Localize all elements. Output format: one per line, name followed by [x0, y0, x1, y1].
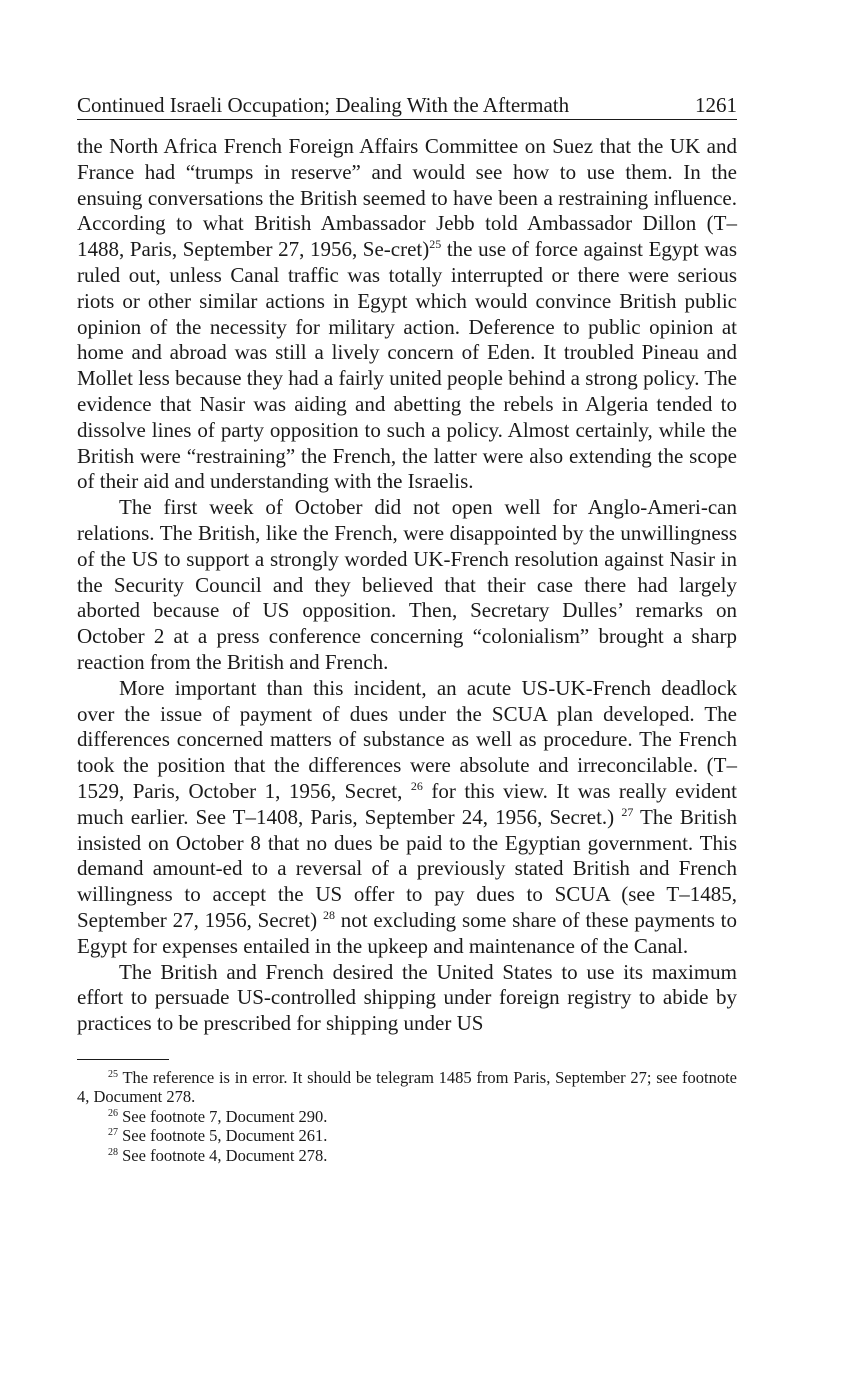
footnote-27 [77, 1126, 737, 1146]
footnote-text: See footnote 5, Document 261. [122, 1126, 328, 1146]
footnote-ref-26: 26 [410, 778, 423, 793]
footnote-number: 28 [108, 1146, 118, 1158]
footnote-text: See footnote 4, Document 278. [122, 1145, 328, 1165]
footnote-number: 27 [108, 1127, 118, 1139]
paragraph-1-part-a: the North Africa French Foreign Affairs Committee on Suez that the UK and France had “trumps in reserve” and would see how to use them. In the ensuing conversations the British seemed to have been a restraining influence. According to what British Ambassador Jebb told Ambassador Dillon (T–1488, Paris, September 27, 1956, Se-cret) [77, 134, 737, 262]
paragraph-3-part-b: for this view. It was really evident much earlier. See T–1408, Paris, September 24, 1956, Secret.) [77, 778, 737, 829]
footnote-number: 25 [108, 1068, 118, 1080]
paragraph-3 [77, 676, 737, 960]
page-number: 1261 [695, 93, 737, 117]
footnote-26 [77, 1107, 737, 1127]
paragraph-3-part-d: not excluding some share of these payments to Egypt for expenses entailed in the upkeep and maintenance of the Canal. [77, 907, 737, 958]
paragraph-1-part-b: the use of force against Egypt was ruled out, unless Canal traffic was totally interrupted or there were serious riots or other similar actions in Egypt which would convince British public opinion of the necessity for military action. Deference to public opinion at home and abroad was still a lively concern of Eden. It troubled Pineau and Mollet less because they had a fairly united people behind a strong policy. The evidence that Nasir was aiding and abetting the rebels in Algeria tended to dissolve lines of party opposition to such a policy. Almost certainly, while the British were “restraining” the French, the latter were also extending the scope of their aid and understanding with the Israelis. [77, 237, 737, 494]
paragraph-2: The first week of October did not open well for Anglo-Ameri-can relations. The British, like the French, were disappointed by the unwillingness of the US to support a strongly worded UK-French resolution against Nasir in the Security Council and they believed that their case there had largely aborted because of US opposition. Then, Secretary Dulles’ remarks on October 2 at a press conference concerning “colonialism” brought a sharp reaction from the British and French. [77, 495, 737, 674]
footnote-25 [77, 1068, 737, 1107]
document-page [77, 92, 737, 1165]
footnote-number: 26 [108, 1107, 118, 1119]
footnote-28 [77, 1146, 737, 1166]
running-header [77, 92, 737, 120]
footnote-divider [77, 1059, 169, 1060]
paragraph-3-part-c: The British insisted on October 8 that no dues be paid to the Egyptian government. This demand amount-ed to a reversal of a previously stated British and French willingness to accept the US offer to pay dues to SCUA (see T–1485, September 27, 1956, Secret) [77, 804, 738, 932]
body-text [77, 134, 737, 1037]
footnote-text: See footnote 7, Document 290. [122, 1106, 328, 1126]
paragraph-4: The British and French desired the United States to use its maximum effort to persuade US-controlled shipping under foreign registry to abide by practices to be prescribed for shipping under US [77, 959, 737, 1036]
paragraph-3-part-a: More important than this incident, an acute US-UK-French deadlock over the issue of payment of dues under the SCUA plan developed. The differences concerned matters of substance as well as procedure. The French took the position that the differences were absolute and irreconcilable. (T–1529, Paris, October 1, 1956, Secret, [77, 675, 737, 803]
paragraph-1 [77, 134, 737, 495]
footnotes [77, 1059, 737, 1166]
footnote-text: The reference is in error. It should be telegram 1485 from Paris, September 27; see footnote 4, Document 278. [77, 1067, 738, 1107]
footnote-ref-28: 28 [322, 907, 335, 922]
running-head-title: Continued Israeli Occupation; Dealing With the Aftermath [77, 93, 570, 117]
footnote-ref-27: 27 [621, 804, 634, 819]
footnote-ref-25: 25 [429, 237, 442, 252]
